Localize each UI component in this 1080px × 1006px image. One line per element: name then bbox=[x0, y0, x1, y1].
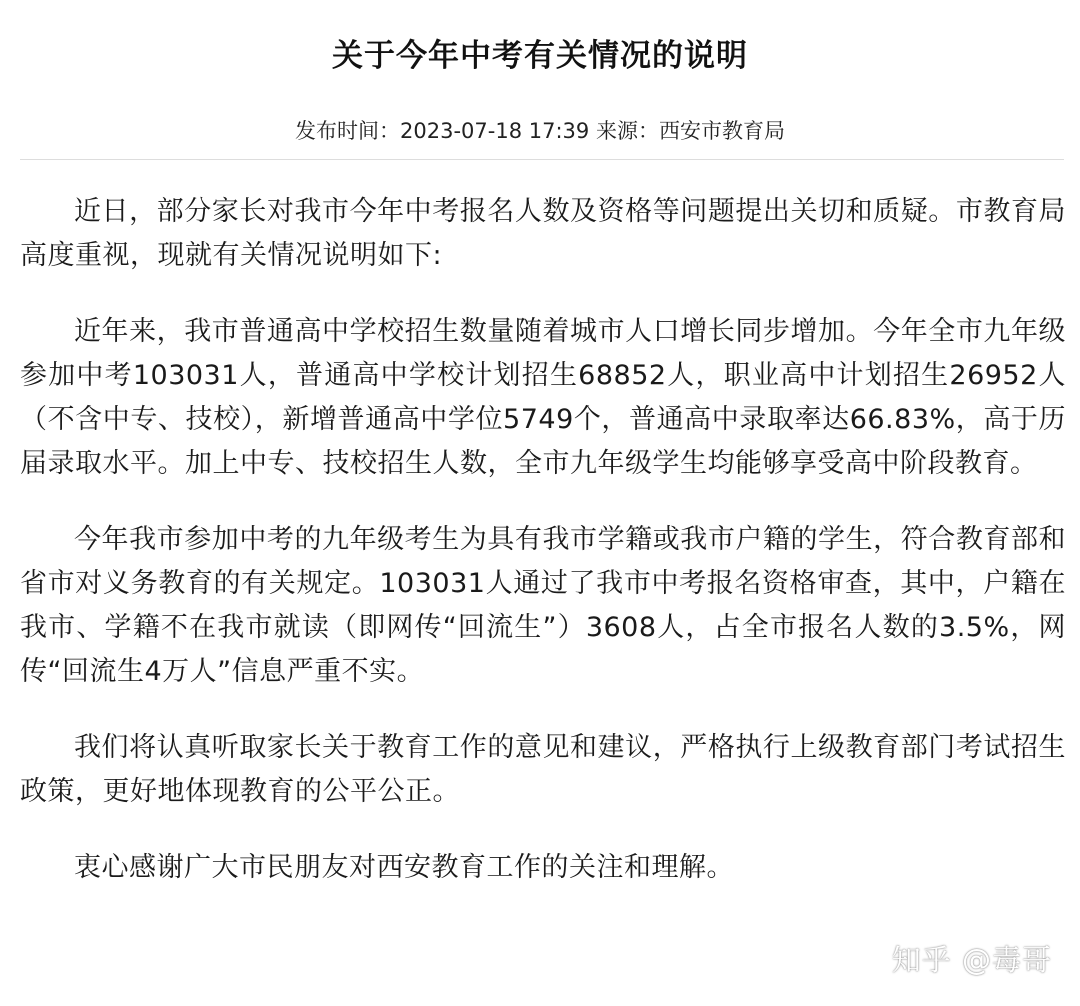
source-value: 西安市教育局 bbox=[658, 119, 785, 143]
article-title: 关于今年中考有关情况的说明 bbox=[332, 38, 748, 74]
article-body bbox=[20, 190, 1066, 922]
paragraph-5: 衷心感谢广大市民朋友对西安教育工作的关注和理解。 bbox=[74, 852, 734, 883]
paragraph-1: 近日，部分家长对我市今年中考报名人数及资格等问题提出关切和质疑。市教育局高度重视，现就有关情况说明如下: bbox=[20, 196, 1066, 271]
zhihu-watermark: 知乎 @毒哥 bbox=[891, 943, 1052, 977]
published-value: 2023-07-18 17:39 bbox=[400, 119, 590, 143]
article-meta bbox=[0, 114, 1080, 148]
paragraph-3: 今年我市参加中考的九年级考生为具有我市学籍或我市户籍的学生，符合教育部和省市对义务教育的有关规定。103031人通过了我市中考报名资格审查，其中，户籍在我市、学籍不在我市就读（即网传“回流生”）3608人，占全市报名人数的3.5%，网传“回流生4万人”信息严重不实。 bbox=[20, 524, 1066, 687]
source-label: 来源： bbox=[595, 119, 659, 143]
published-label: 发布时间： bbox=[295, 119, 401, 143]
paragraph-2: 近年来，我市普通高中学校招生数量随着城市人口增长同步增加。今年全市九年级参加中考103031人，普通高中学校计划招生68852人，职业高中计划招生26952人（不含中专、技校），新增普通高中学位5749个，普通高中录取率达66.83%，高于历届录取水平。加上中专、技校招生人数，全市九年级学生均能够享受高中阶段教育。 bbox=[20, 316, 1066, 479]
paragraph-4: 我们将认真听取家长关于教育工作的意见和建议，严格执行上级教育部门考试招生政策，更好地体现教育的公平公正。 bbox=[20, 732, 1066, 807]
divider bbox=[20, 159, 1064, 160]
